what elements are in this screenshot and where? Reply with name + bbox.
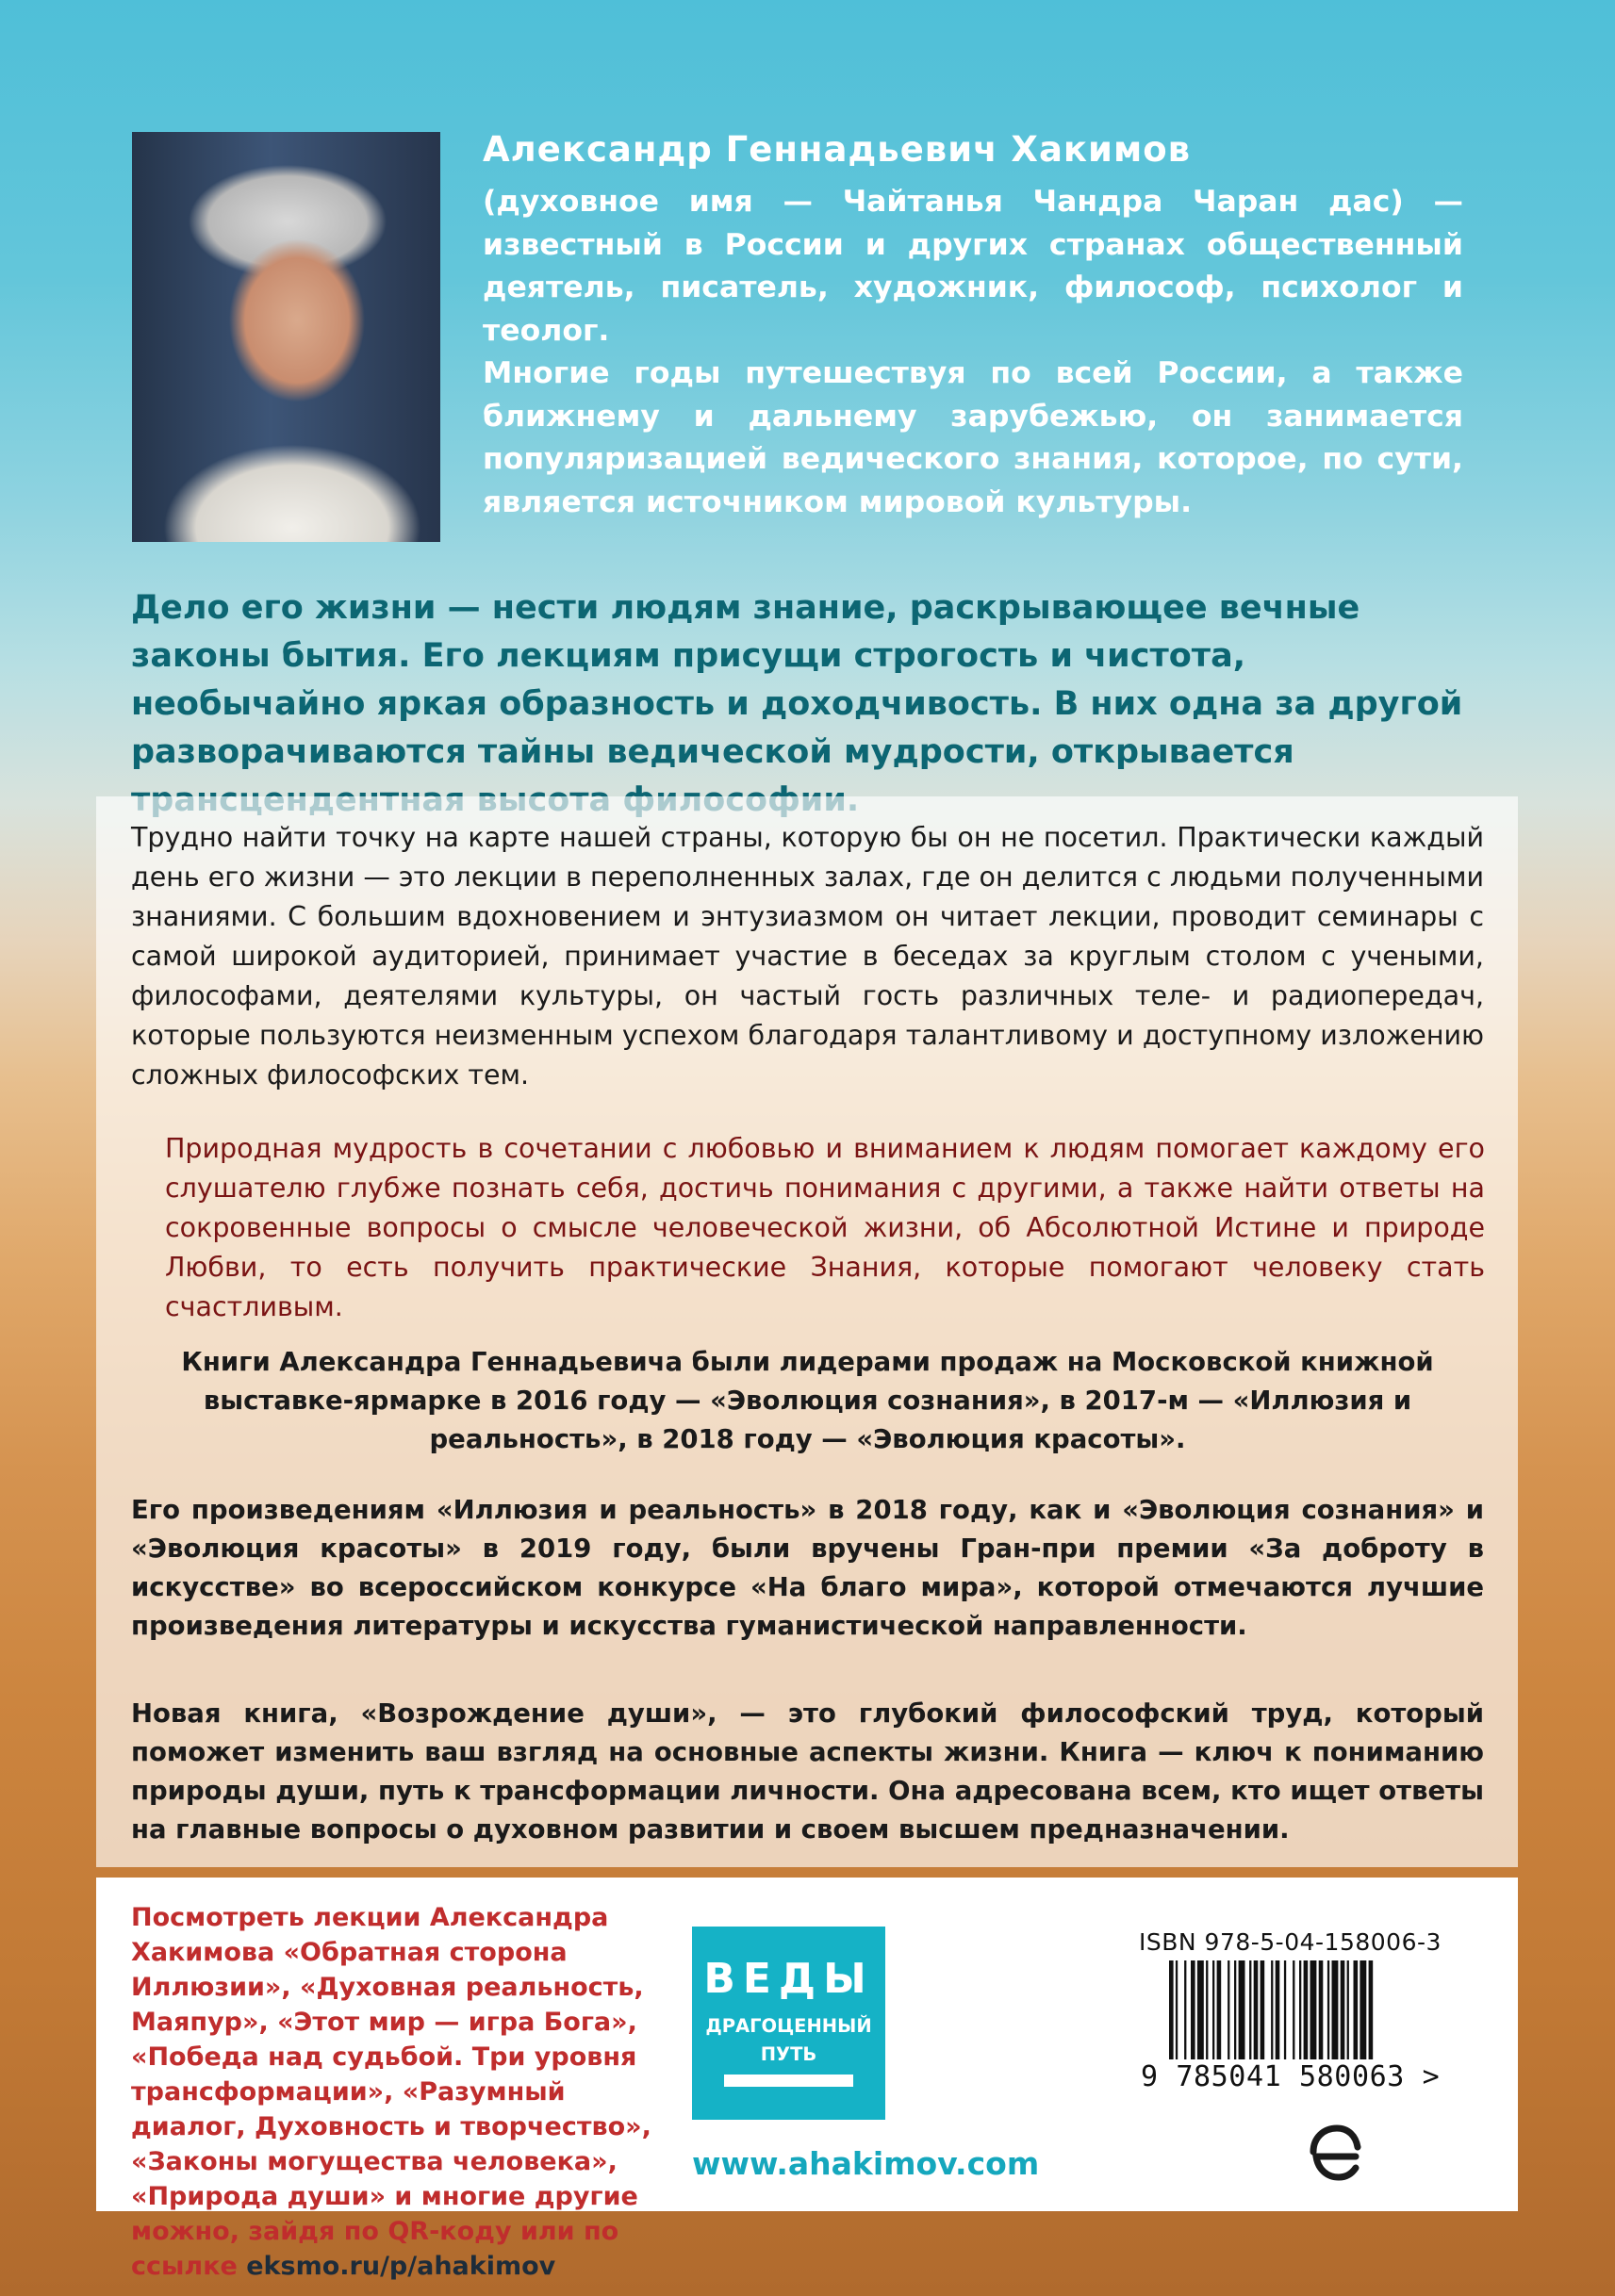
lectures-text: Посмотреть лекции Александра Хакимова «Обратная сторона Иллюзии», «Духовная реальность, Маяпур», «Этот мир — игра Бога», «Победа над судьбой. Три уровня трансформации», «Разумный диалог, Духовность и творчество», «Законы могущества человека», «Природа души» и многие другие можно, зайдя по QR-коду или по ссылке — [131, 1903, 651, 2281]
bestseller-paragraph: Книги Александра Геннадьевича были лидерами продаж на Московской книжной выставке-ярмарке в 2016 году — «Эволюция сознания», в 2017-м — «Иллюзия и реальность», в 2018 году — «Эволюция красоты». — [181, 1347, 1434, 1454]
isbn-label: ISBN 978-5-04-158006-3 — [1139, 1928, 1442, 1956]
barcode-number: 9 785041 580063 > — [1141, 2060, 1441, 2093]
description-paragraph: Трудно найти точку на карте нашей страны, которую бы он не посетил. Практически каждый день его жизни — это лекции в переполненных залах, где он делится с людьми полученными знаниями. С большим вдохновением и энтузиазмом он читает лекции, проводит семинары с самой широкой аудиторией, принимает участие в беседах за круглым столом с учеными, философами, деятелями культуры, он частый гость различных теле- и радиопередач, которые пользуются неизменным успехом благодаря талантливому и доступному изложению сложных философских тем. — [131, 822, 1484, 1091]
series-logo-subtitle-2: ПУТЬ — [760, 2043, 817, 2065]
author-bio-line: Многие годы путешествуя по всей России, а также ближнему и дальнему зарубежью, он занимается популяризацией ведического знания, которое, по сути, является источником мировой культуры. — [483, 356, 1463, 519]
highlight-text: Дело его жизни — нести людям знание, раскрывающее вечные законы бытия. Его лекциям присущи строгость и чистота, необычайно яркая образность и доходчивость. В них одна за другой разворачиваются тайны ведической мудрости, открывается — [131, 589, 1463, 771]
author-name: Александр Геннадьевич Хакимов — [483, 129, 1192, 170]
lectures-info — [131, 1900, 659, 2284]
lectures-link[interactable]: eksmo.ru/p/ahakimov — [246, 2252, 556, 2281]
new-book-paragraph: Новая книга, «Возрождение души», — это глубокий философский труд, который поможет изменить ваш взгляд на основные аспекты жизни. Книга — ключ к пониманию природы души, путь к трансформации личности. Она адресована всем, кто ищет ответы на главные вопросы о духовном развитии и своем высшем предназначении. — [131, 1698, 1484, 1845]
eksmo-e-logo-icon — [1301, 2121, 1367, 2187]
barcode-icon — [1169, 1960, 1469, 2059]
series-logo-title: ВЕДЫ — [703, 1955, 874, 2003]
author-bio — [483, 181, 1463, 524]
website-link[interactable]: www.ahakimov.com — [692, 2145, 1040, 2182]
author-bio-line: (духовное имя — Чайтанья Чандра Чаран дас) — известный в России и других странах общественный деятель, писатель, художник, философ, психолог и теолог. — [483, 185, 1463, 348]
series-logo — [692, 1927, 885, 2120]
author-photo — [132, 132, 440, 542]
wisdom-paragraph: Природная мудрость в сочетании с любовью и вниманием к людям помогает каждому его слушателю глубже познать себя, достичь понимания с другими, а также найти ответы на сокровенные вопросы о смысле человеческой жизни, об Абсолютной Истине и природе Любви, то есть получить практические Знания, которые помогают человеку стать счастливым. — [165, 1133, 1485, 1322]
series-logo-bar — [724, 2075, 853, 2087]
series-logo-subtitle: ДРАГОЦЕННЫЙ — [705, 2015, 872, 2037]
awards-paragraph: Его произведениям «Иллюзия и реальность» в 2018 году, как и «Эволюция сознания» и «Эволюция красоты» в 2019 году, были вручены Гран-при премии «За доброту в искусстве» во всероссийском конкурсе «На благо мира», которой отмечаются лучшие произведения литературы и искусства гуманистической направленности. — [131, 1495, 1484, 1641]
